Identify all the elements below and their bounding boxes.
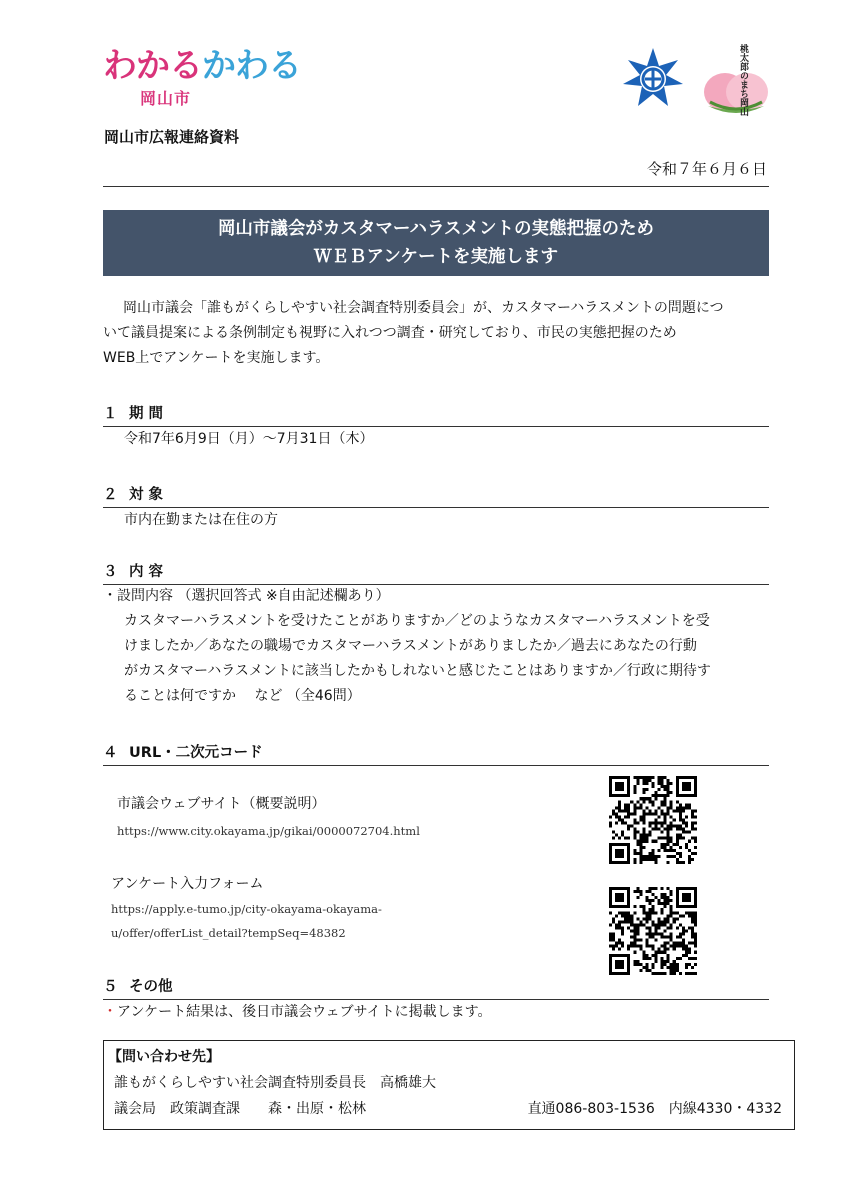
logo-text-part2: かわる <box>202 46 301 86</box>
section-title: URL・二次元コード <box>129 745 263 761</box>
city-emblem-icon <box>620 46 686 112</box>
section-number: ４ <box>103 745 118 761</box>
intro-line-2: いて議員提案による条例制定も視野に入れつつ調査・研究しており、市民の実態把握のため <box>103 325 677 341</box>
contact-box <box>103 1040 795 1130</box>
qr-code-form-icon <box>609 887 697 975</box>
logo-subtitle: 岡山市 <box>140 89 192 108</box>
section-number: ２ <box>103 487 118 503</box>
contact-phone: 直通086-803-1536 内線4330・4332 <box>527 1101 782 1117</box>
title-line-1: 岡山市議会がカスタマーハラスメントの実態把握のため <box>217 219 655 239</box>
logo-text-part1: わかる <box>103 46 202 86</box>
section-content-heading <box>103 560 769 585</box>
header-divider <box>103 186 769 187</box>
section-target-heading <box>103 483 769 508</box>
period-text: 令和7年6月9日（月）～7月31日（木） <box>124 431 374 447</box>
other-text: アンケート結果は、後日市議会ウェブサイトに掲載します。 <box>117 1004 492 1020</box>
site-url-link[interactable]: https://www.city.okayama.jp/gikai/0000072704.html <box>117 824 420 838</box>
section-title: その他 <box>129 979 173 995</box>
question-line-4: ることは何ですか など （全46問） <box>124 688 361 704</box>
other-text-row <box>103 1000 492 1025</box>
content-questions <box>124 609 784 709</box>
form-label: アンケート入力フォーム <box>111 876 264 892</box>
form-url-line-2: u/offer/offerList_detail?tempSeq=48382 <box>111 926 346 940</box>
question-line-2: けましたか／あなたの職場でカスタマーハラスメントがありましたか／過去にあなたの行動 <box>124 638 697 654</box>
contact-department: 議会局 政策調査課 森・出原・松林 <box>114 1101 366 1117</box>
section-period-heading <box>103 402 769 427</box>
peach-mascot-icon <box>700 40 772 120</box>
section-title: 内 容 <box>129 564 164 580</box>
contact-title: 【問い合わせ先】 <box>108 1049 220 1065</box>
form-url-link[interactable] <box>111 902 382 940</box>
section-other-heading <box>103 975 769 1000</box>
bullet-dot: ・ <box>103 1004 117 1020</box>
section-url-heading <box>103 741 769 766</box>
contact-chair: 誰もがくらしやすい社会調査特別委員長 高橋雄大 <box>114 1075 436 1091</box>
title-banner <box>103 210 769 276</box>
document-date: 令和７年６月６日 <box>646 160 767 178</box>
question-line-1: カスタマーハラスメントを受けたことがありますか／どのようなカスタマーハラスメントを受 <box>124 613 710 629</box>
wakaru-kawaru-logo <box>103 46 301 86</box>
title-line-2: ＷＥＢアンケートを実施します <box>314 247 558 267</box>
form-url-line-1: https://apply.e-tumo.jp/city-okayama-okayama- <box>111 902 382 916</box>
intro-line-1: 岡山市議会「誰もがくらしやすい社会調査特別委員会」が、カスタマーハラスメントの問題につ <box>123 300 724 316</box>
intro-paragraph <box>103 296 773 371</box>
target-text: 市内在勤または在住の方 <box>124 512 278 528</box>
section-title: 期 間 <box>129 406 164 422</box>
section-title: 対 象 <box>129 487 164 503</box>
document-type: 岡山市広報連絡資料 <box>104 128 240 146</box>
site-label: 市議会ウェブサイト（概要説明） <box>117 796 326 812</box>
question-line-3: がカスタマーハラスメントに該当したかもしれないと感じたことはありますか／行政に期待す <box>124 663 711 679</box>
mascot-text: 桃太郎のまち岡山 <box>738 44 748 116</box>
content-bullet: ・設問内容 （選択回答式 ※自由記述欄あり） <box>103 588 390 604</box>
intro-line-3: WEB上でアンケートを実施します。 <box>103 350 330 366</box>
section-number: ５ <box>103 979 118 995</box>
qr-code-site-icon <box>609 776 697 864</box>
section-number: ３ <box>103 564 118 580</box>
section-number: １ <box>103 406 118 422</box>
